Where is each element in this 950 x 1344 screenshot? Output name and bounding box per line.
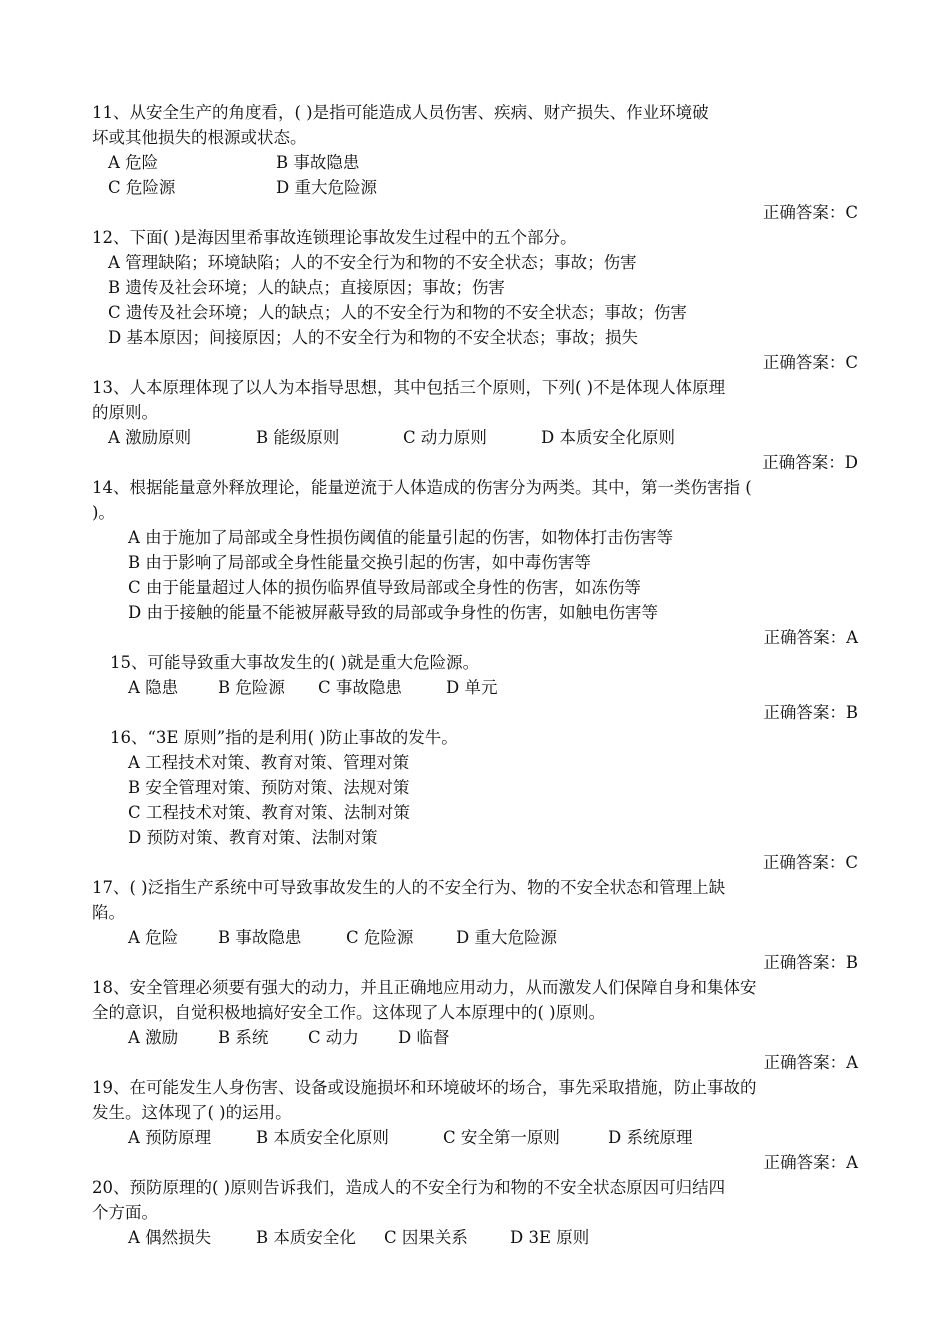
q16-stem-line1: 16、“3E 原则”指的是利用( )防止事故的发牛。 bbox=[110, 728, 458, 747]
q12-stem-line1: 12、下面( )是海因里希事故连锁理论事故发生过程中的五个部分。 bbox=[92, 228, 577, 247]
q16-option-d: D 预防对策、教育对策、法制对策 bbox=[128, 828, 378, 847]
q16-option-b: B 安全管理对策、预防对策、法规对策 bbox=[128, 778, 410, 797]
q12-option-d: D 基本原因；间接原因；人的不安全行为和物的不安全状态；事故；损失 bbox=[108, 328, 638, 347]
q14-option-d: D 由于接触的能量不能被屏蔽导致的局部或争身性的伤害，如触电伤害等 bbox=[128, 603, 658, 622]
q11-option-c: C 危险源 bbox=[108, 178, 176, 197]
q16-option-c: C 工程技术对策、教育对策、法制对策 bbox=[128, 803, 410, 822]
q15-option-a: A 隐患 bbox=[128, 678, 179, 697]
q14-option-a: A 由于施加了局部或全身性损伤阈值的能量引起的伤害，如物体打击伤害等 bbox=[128, 528, 674, 547]
q20-stem-line2: 个方面。 bbox=[92, 1203, 158, 1222]
q12-option-a: A 管理缺陷；环境缺陷；人的不安全行为和物的不安全状态；事故；伤害 bbox=[108, 253, 637, 272]
q13-stem-line2: 的原则。 bbox=[92, 403, 158, 422]
q17-stem-line2: 陷。 bbox=[92, 903, 125, 922]
q19-option-a: A 预防原理 bbox=[128, 1128, 212, 1147]
q13-option-b: B 能级原则 bbox=[256, 428, 340, 447]
q19-stem-line2: 发生。这体现了( )的运用。 bbox=[92, 1103, 292, 1122]
q17-option-b: B 事故隐患 bbox=[218, 928, 302, 947]
q16-answer: 正确答案：C bbox=[762, 853, 858, 872]
q20-stem-line1: 20、预防原理的( )原则告诉我们，造成人的不安全行为和物的不安全状态原因可归结四 bbox=[92, 1178, 726, 1197]
q16-option-a: A 工程技术对策、教育对策、管理对策 bbox=[128, 753, 410, 772]
q17-stem-line1: 17、( )泛指生产系统中可导致事故发生的人的不安全行为、物的不安全状态和管理上缺 bbox=[92, 878, 726, 897]
q13-stem-line1: 13、人本原理体现了以人为本指导思想，其中包括三个原则，下列( )不是体现人体原理 bbox=[92, 378, 726, 397]
q17-option-d: D 重大危险源 bbox=[456, 928, 557, 947]
q17-option-c: C 危险源 bbox=[346, 928, 414, 947]
q20-option-c: C 因果关系 bbox=[384, 1228, 468, 1247]
q18-stem-line1: 18、安全管理必须要有强大的动力，并且正确地应用动力，从而激发人们保障自身和集体安 bbox=[92, 978, 757, 997]
q18-option-a: A 激励 bbox=[128, 1028, 179, 1047]
q13-option-c: C 动力原则 bbox=[403, 428, 487, 447]
q18-option-b: B 系统 bbox=[218, 1028, 269, 1047]
q19-option-b: B 本质安全化原则 bbox=[256, 1128, 389, 1147]
q15-option-c: C 事故隐患 bbox=[318, 678, 402, 697]
q18-option-d: D 临督 bbox=[398, 1028, 450, 1047]
q11-option-b: B 事故隐患 bbox=[276, 153, 360, 172]
q18-option-c: C 动力 bbox=[308, 1028, 359, 1047]
q11-option-a: A 危险 bbox=[108, 153, 159, 172]
q13-option-d: D 本质安全化原则 bbox=[541, 428, 675, 447]
q13-option-a: A 激励原则 bbox=[108, 428, 192, 447]
q20-option-a: A 偶然损失 bbox=[128, 1228, 212, 1247]
q12-option-b: B 遗传及社会环境；人的缺点；直接原因；事故；伤害 bbox=[108, 278, 505, 297]
q19-option-d: D 系统原理 bbox=[608, 1128, 693, 1147]
q12-answer: 正确答案：C bbox=[762, 353, 858, 372]
q19-option-c: C 安全第一原则 bbox=[443, 1128, 560, 1147]
q15-answer: 正确答案：B bbox=[763, 703, 858, 722]
q19-stem-line1: 19、在可能发生人身伤害、设备或设施损坏和环境破坏的场合，事先采取措施，防止事故的 bbox=[92, 1078, 757, 1097]
q15-option-b: B 危险源 bbox=[218, 678, 285, 697]
q11-stem-line2: 坏或其他损失的根源或状态。 bbox=[92, 128, 307, 147]
q14-answer: 正确答案：A bbox=[763, 628, 858, 647]
q20-option-d: D 3E 原则 bbox=[510, 1228, 590, 1247]
q14-option-b: B 由于影响了局部或全身性能量交换引起的伤害，如中毒伤害等 bbox=[128, 553, 591, 572]
q13-answer: 正确答案：D bbox=[762, 453, 858, 472]
q18-answer: 正确答案：A bbox=[763, 1053, 858, 1072]
q15-option-d: D 单元 bbox=[446, 678, 498, 697]
q11-option-d: D 重大危险源 bbox=[276, 178, 377, 197]
q17-option-a: A 危险 bbox=[128, 928, 179, 947]
q11-stem-line1: 11、从安全生产的角度看，( )是指可能造成人员伤害、疾病、财产损失、作业环境破 bbox=[92, 103, 709, 122]
q14-stem-line1: 14、根据能量意外释放理论，能量逆流于人体造成的伤害分为两类。其中，第一类伤害指 ( bbox=[92, 478, 752, 497]
q17-answer: 正确答案：B bbox=[763, 953, 858, 972]
q14-option-c: C 由于能量超过人体的损伤临界值导致局部或全身性的伤害，如冻伤等 bbox=[128, 578, 641, 597]
q14-stem-line2: )。 bbox=[92, 503, 115, 522]
q15-stem-line1: 15、可能导致重大事故发生的( )就是重大危险源。 bbox=[110, 653, 480, 672]
q20-option-b: B 本质安全化 bbox=[256, 1228, 356, 1247]
q12-option-c: C 遗传及社会环境；人的缺点；人的不安全行为和物的不安全状态；事故；伤害 bbox=[108, 303, 687, 322]
q11-answer: 正确答案：C bbox=[762, 203, 858, 222]
q19-answer: 正确答案：A bbox=[763, 1153, 858, 1172]
q18-stem-line2: 全的意识，自觉积极地搞好安全工作。这体现了人本原理中的( )原则。 bbox=[92, 1003, 606, 1022]
